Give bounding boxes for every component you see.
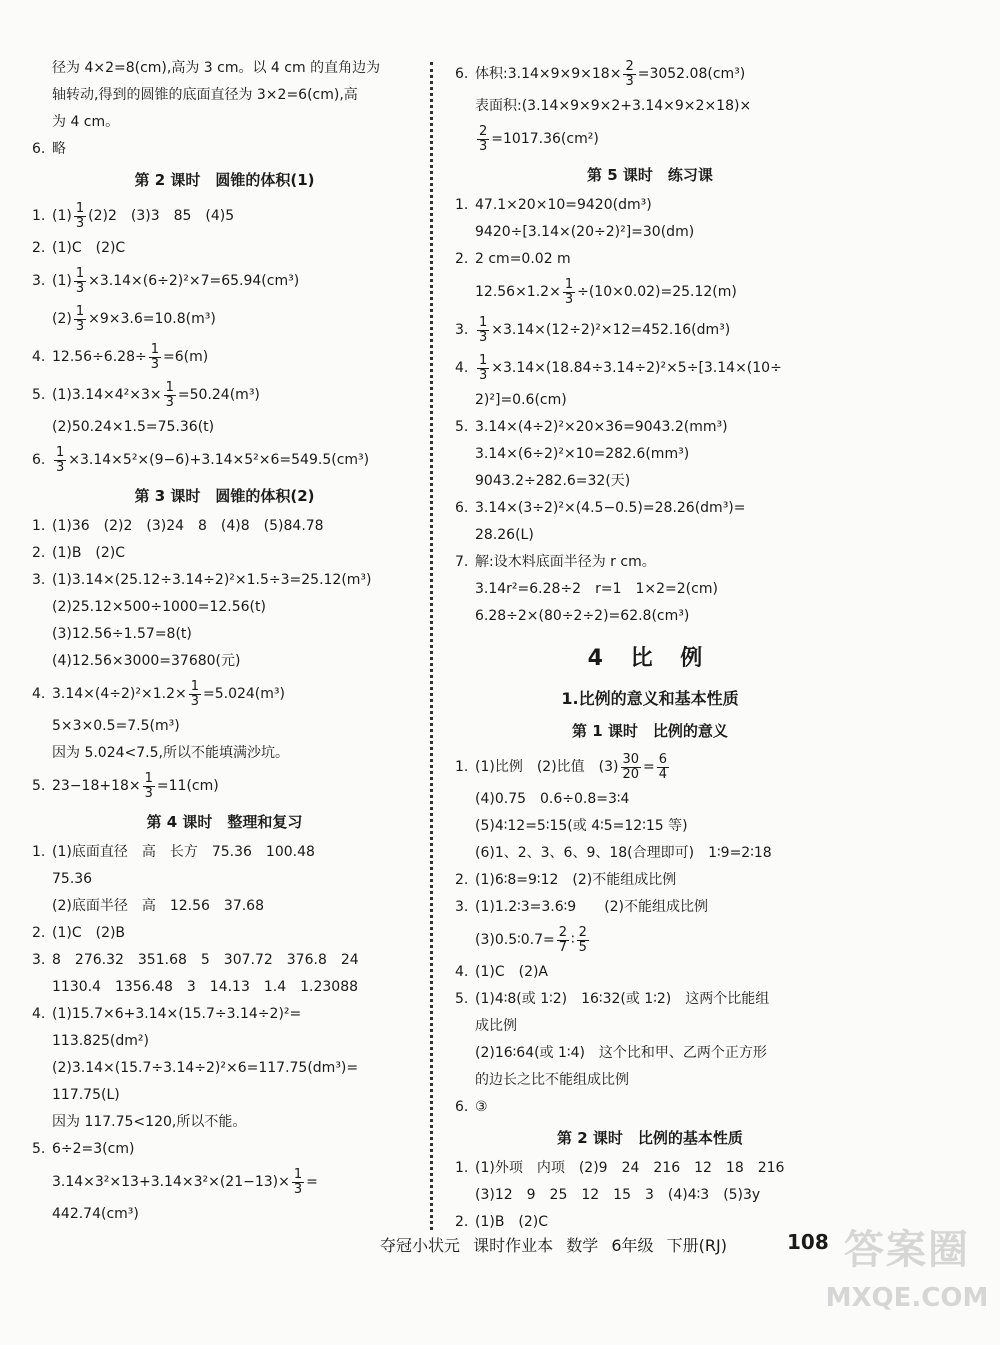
answer-line: 5. (1)3.14×4²×3× $\frac{1}{3}$ =50.24(m³) <box>32 379 260 410</box>
page-number: 108 <box>787 1230 829 1254</box>
left-column <box>32 55 417 1228</box>
answer-line: 5. 3.14×(4÷2)²×20×36=9043.2(mm³) <box>455 419 728 435</box>
answer-line: 442.74(cm³) <box>52 1206 139 1222</box>
section-heading: 1.比例的意义和基本性质 <box>561 689 739 708</box>
chapter-heading: 4 比 例 <box>587 646 713 671</box>
fraction: $\frac{1}{3}$ <box>75 200 85 231</box>
answer-line: 2. (1)C (2)B <box>32 925 126 941</box>
answer-line: 75.36 <box>52 871 93 887</box>
answer-line: 6. 3.14×(3÷2)²×(4.5−0.5)=28.26(dm³)= <box>455 500 746 516</box>
lesson-heading: 第 1 课时 比例的意义 <box>572 722 728 740</box>
fraction: $\frac{1}{3}$ <box>75 265 85 296</box>
answer-line: 4. 3.14×(4÷2)²×1.2× $\frac{1}{3}$ =5.024(m³) <box>32 678 285 709</box>
answer-line: 3. $\frac{1}{3}$ ×3.14×(12÷2)²×12=452.16(dm³) <box>455 314 731 345</box>
answer-line: (4)0.75 0.6÷0.8=3∶4 <box>475 791 630 807</box>
answer-line: 3. (1) $\frac{1}{3}$ ×3.14×(6÷2)²×7=65.94(cm³) <box>32 265 300 296</box>
answer-line: 表面积:(3.14×9×9×2+3.14×9×2×18)× <box>475 98 752 114</box>
answer-line: 1. (1)外项 内项 (2)9 24 216 12 18 216 <box>455 1160 785 1176</box>
answer-line: 9043.2÷282.6=32(天) <box>475 473 631 489</box>
answer-line: 4. 12.56÷6.28÷ $\frac{1}{3}$ =6(m) <box>32 341 209 372</box>
answer-line: 113.825(dm²) <box>52 1033 149 1049</box>
fraction: $\frac{2}{3}$ <box>625 58 634 89</box>
answer-line: (6)1、2、3、6、9、18(合理即可) 1∶9=2∶18 <box>475 845 772 861</box>
answer-line: 3. 8 276.32 351.68 5 307.72 376.8 24 <box>32 952 359 968</box>
answer-line: 因为 5.024<7.5,所以不能填满沙坑。 <box>52 745 289 761</box>
answer-line: 4. $\frac{1}{3}$ ×3.14×(18.84÷3.14÷2)²×5÷[3.14×(10÷ <box>455 352 782 383</box>
watermark-text: 答案圈 <box>844 1227 970 1273</box>
answer-line: (2) $\frac{1}{3}$ ×9×3.6=10.8(m³) <box>52 303 216 334</box>
footer-volume: 下册(RJ) <box>666 1236 727 1255</box>
footer-brand: 夺冠小状元 <box>380 1236 461 1255</box>
fraction: $\frac{1}{3}$ <box>564 276 574 307</box>
answer-line: 2)²]=0.6(cm) <box>475 392 567 408</box>
answer-line: 6. $\frac{1}{3}$ ×3.14×5²×(9−6)+3.14×5²×6=549.5(cm³) <box>32 444 370 475</box>
text-line: 径为 4×2=8(cm),高为 3 cm。以 4 cm 的直角边为 <box>52 60 381 76</box>
answer-line: 2. (1)B (2)C <box>32 545 126 561</box>
answer-line: 3.14×3²×13+3.14×3²×(21−13)× $\frac{1}{3}$ = <box>52 1166 318 1197</box>
answer-line: (2)16∶64(或 1∶4) 这个比和甲、乙两个正方形 <box>475 1045 767 1061</box>
answer-line: (3)12 9 25 12 15 3 (4)4∶3 (5)3y <box>475 1187 761 1203</box>
right-column <box>455 55 845 1236</box>
answer-line: (2)50.24×1.5=75.36(t) <box>52 419 215 435</box>
answer-line: 1. (1)比例 (2)比值 (3) $\frac{30}{20}$ = $\frac{6}{4}$ <box>455 751 668 782</box>
answer-line: 5. (1)4∶8(或 1∶2) 16∶32(或 1∶2) 这两个比能组 <box>455 991 770 1007</box>
answer-line: 2. (1)B (2)C <box>455 1214 549 1230</box>
answer-line: 1. (1)36 (2)2 (3)24 8 (4)8 (5)84.78 <box>32 518 324 534</box>
answer-line: 2. (1)C (2)C <box>32 240 126 256</box>
fraction: $\frac{1}{3}$ <box>293 1166 303 1197</box>
lesson-heading: 第 4 课时 整理和复习 <box>146 813 303 831</box>
answer-line: 12.56×1.2× $\frac{1}{3}$ ÷(10×0.02)=25.12(m) <box>475 276 737 307</box>
answer-line: 5. 23−18+18× $\frac{1}{3}$ =11(cm) <box>32 770 219 801</box>
answer-line: 1. (1)底面直径 高 长方 75.36 100.48 <box>32 844 315 860</box>
watermark-logo <box>822 1222 992 1342</box>
fraction: $\frac{6}{4}$ <box>658 751 668 782</box>
page-footer <box>380 1233 840 1256</box>
fraction: $\frac{30}{20}$ <box>622 751 640 782</box>
footer-subject: 数学 <box>566 1236 599 1255</box>
answer-line: 因为 117.75<120,所以不能。 <box>52 1114 247 1130</box>
answer-line: (3)0.5∶0.7= $\frac{2}{7}$ ∶ $\frac{2}{5}$ <box>475 924 587 955</box>
answer-line: $\frac{2}{3}$ =1017.36(cm²) <box>479 123 599 154</box>
answer-line: 6. ③ <box>455 1099 488 1115</box>
footer-book: 课时作业本 <box>473 1236 554 1255</box>
answer-line: (2)3.14×(15.7÷3.14÷2)²×6=117.75(dm³)= <box>52 1060 359 1076</box>
fraction: $\frac{1}{3}$ <box>56 444 65 475</box>
answer-line: (2)底面半径 高 12.56 37.68 <box>52 898 264 914</box>
lesson-heading: 第 5 课时 练习课 <box>587 166 713 184</box>
answer-line: 5×3×0.5=7.5(m³) <box>52 718 180 734</box>
fraction: $\frac{2}{5}$ <box>578 924 587 955</box>
answer-line: 1130.4 1356.48 3 14.13 1.4 1.23088 <box>52 979 359 995</box>
answer-line: 3. (1)1.2∶3=3.6∶9 (2)不能组成比例 <box>455 899 709 915</box>
text-line: 轴转动,得到的圆锥的底面直径为 3×2=6(cm),高 <box>52 87 358 103</box>
fraction: $\frac{2}{3}$ <box>479 123 488 154</box>
answer-line: (3)12.56÷1.57=8(t) <box>52 626 192 642</box>
fraction: $\frac{1}{3}$ <box>150 341 159 372</box>
column-divider <box>430 62 433 1230</box>
answer-line: 5. 6÷2=3(cm) <box>32 1141 135 1157</box>
answer-line: 6. 略 <box>32 141 66 157</box>
text-line: 为 4 cm。 <box>52 114 120 130</box>
answer-line: 9420÷[3.14×(20÷2)²]=30(dm) <box>475 224 695 240</box>
lesson-heading: 第 2 课时 比例的基本性质 <box>557 1129 743 1147</box>
answer-line: 117.75(L) <box>52 1087 120 1103</box>
answer-line: 4. (1)15.7×6+3.14×(15.7÷3.14÷2)²= <box>32 1006 302 1022</box>
answer-line: 2. (1)6∶8=9∶12 (2)不能组成比例 <box>455 872 677 888</box>
answer-line: 28.26(L) <box>475 527 534 543</box>
lesson-heading: 第 2 课时 圆锥的体积(1) <box>134 171 315 189</box>
answer-line: 的边长之比不能组成比例 <box>475 1072 629 1088</box>
answer-line: 6. 体积:3.14×9×9×18× $\frac{2}{3}$ =3052.08(cm³) <box>455 58 746 89</box>
fraction: $\frac{1}{3}$ <box>479 314 488 345</box>
fraction: $\frac{2}{7}$ <box>558 924 568 955</box>
fraction: $\frac{1}{3}$ <box>479 352 488 383</box>
answer-line: (5)4∶12=5∶15(或 4∶5=12∶15 等) <box>475 818 688 834</box>
fraction: $\frac{1}{3}$ <box>165 379 174 410</box>
answer-line: 3. (1)3.14×(25.12÷3.14÷2)²×1.5÷3=25.12(m³) <box>32 572 372 588</box>
watermark-url: MXQE.COM <box>825 1283 989 1313</box>
footer-grade: 6年级 <box>611 1236 654 1255</box>
answer-line: 4. (1)C (2)A <box>455 964 549 980</box>
answer-line: (4)12.56×3000=37680(元) <box>52 653 241 669</box>
answer-line: 6.28÷2×(80÷2÷2)=62.8(cm³) <box>475 608 690 624</box>
answer-line: 3.14r²=6.28÷2 r=1 1×2=2(cm) <box>475 581 718 597</box>
answer-line: 7. 解:设木料底面半径为 r cm。 <box>455 554 656 570</box>
answer-line: 2. 2 cm=0.02 m <box>455 251 571 267</box>
fraction: $\frac{1}{3}$ <box>75 303 85 334</box>
fraction: $\frac{1}{3}$ <box>190 678 199 709</box>
answer-line: 成比例 <box>475 1018 517 1034</box>
fraction: $\frac{1}{3}$ <box>144 770 153 801</box>
answer-line: 1. (1) $\frac{1}{3}$ (2)2 (3)3 85 (4)5 <box>32 200 235 231</box>
answer-line: 3.14×(6÷2)²×10=282.6(mm³) <box>475 446 690 462</box>
answer-line: (2)25.12×500÷1000=12.56(t) <box>52 599 266 615</box>
lesson-heading: 第 3 课时 圆锥的体积(2) <box>134 487 315 505</box>
answer-line: 1. 47.1×20×10=9420(dm³) <box>455 197 652 213</box>
